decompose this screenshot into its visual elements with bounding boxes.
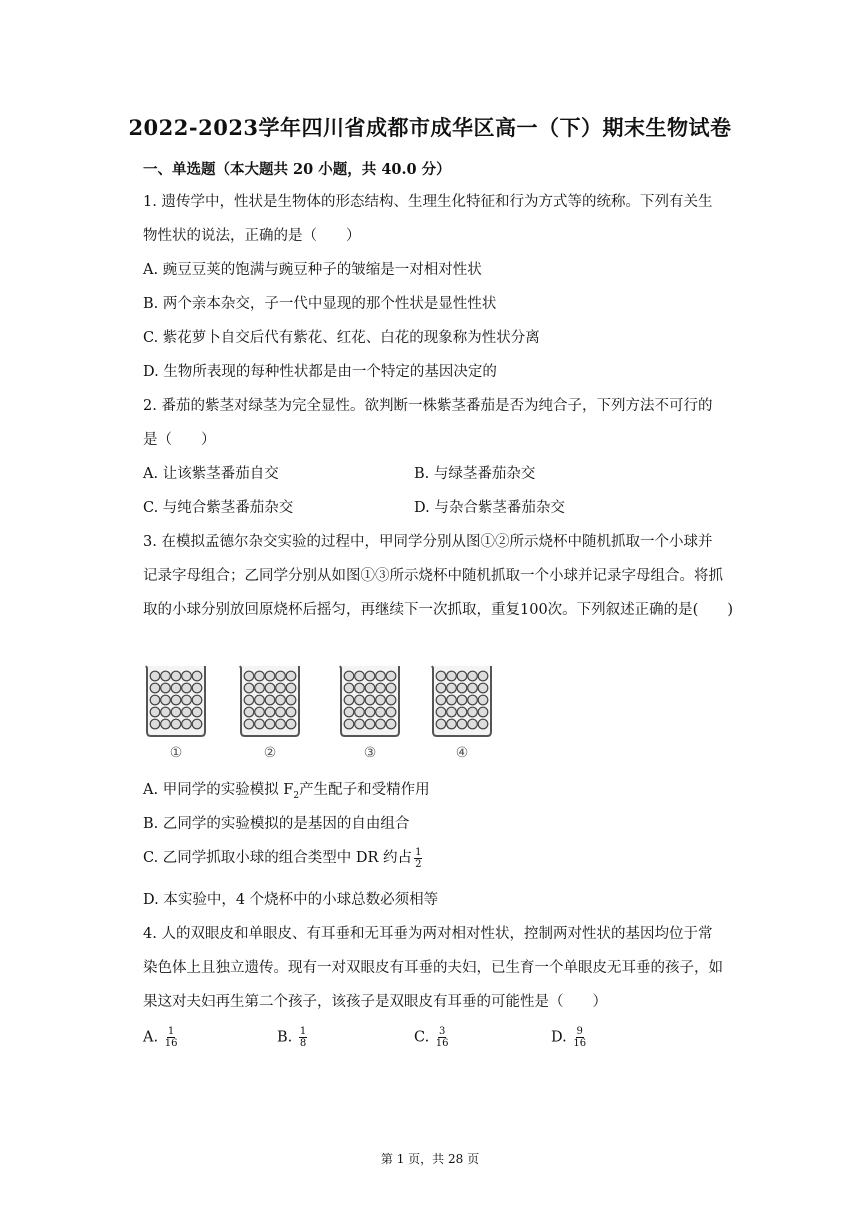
ball	[355, 719, 365, 729]
beakers-figure	[140, 660, 520, 760]
q4-stem-line1: 4. 人的双眼皮和单眼皮、有耳垂和无耳垂为两对相对性状，控制两对性状的基因均位于常	[143, 926, 713, 942]
ball	[244, 719, 254, 729]
ball	[150, 683, 160, 693]
ball	[276, 719, 286, 729]
ball	[150, 671, 160, 681]
section-heading: 一、单选题（本大题共 20 小题，共 40.0 分）	[143, 161, 451, 178]
q3-option-a: A. 甲同学的实验模拟 $F_2$产生配子和受精作用	[143, 782, 430, 801]
ball	[244, 671, 254, 681]
ball	[192, 719, 202, 729]
ball	[286, 707, 296, 717]
ball	[161, 695, 171, 705]
ball	[255, 683, 265, 693]
ball	[244, 683, 254, 693]
ball	[386, 707, 396, 717]
ball	[265, 671, 275, 681]
ball	[344, 683, 354, 693]
ball	[171, 683, 181, 693]
ball	[344, 707, 354, 717]
beaker-1	[146, 666, 205, 760]
ball	[161, 707, 171, 717]
ball	[276, 671, 286, 681]
ball	[436, 671, 446, 681]
ball	[478, 683, 488, 693]
q3-stem-line1: 3. 在模拟孟德尔杂交实验的过程中，甲同学分别从图①②所示烧杯中随机抓取一个小球并	[143, 534, 713, 550]
q2-option-a: A. 让该紫茎番茄自交	[143, 466, 279, 482]
q4-stem-line2: 染色体上且独立遗传。现有一对双眼皮有耳垂的夫妇，已生育一个单眼皮无耳垂的孩子，如	[143, 960, 723, 976]
ball	[386, 719, 396, 729]
ball	[182, 683, 192, 693]
q2-option-d: D. 与杂合紫茎番茄杂交	[414, 500, 565, 516]
q2-stem-line2: 是（ ）	[143, 432, 216, 448]
ball	[447, 707, 457, 717]
beaker-label: ①	[169, 745, 183, 760]
ball	[376, 671, 386, 681]
ball	[355, 695, 365, 705]
beaker-label: ③	[363, 745, 377, 760]
beaker-2	[240, 666, 299, 760]
ball	[478, 719, 488, 729]
ball	[161, 671, 171, 681]
beaker-3	[340, 666, 399, 760]
ball	[447, 683, 457, 693]
ball	[478, 707, 488, 717]
ball	[171, 695, 181, 705]
ball	[286, 683, 296, 693]
q4-stem-line3: 果这对夫妇再生第二个孩子，该孩子是双眼皮有耳垂的可能性是（ ）	[143, 994, 607, 1010]
ball	[244, 707, 254, 717]
ball	[286, 695, 296, 705]
q4-option-a: A. $\frac{1}{16}$	[143, 1026, 178, 1049]
ball	[376, 719, 386, 729]
ball	[171, 707, 181, 717]
ball	[478, 695, 488, 705]
ball	[150, 695, 160, 705]
ball	[447, 671, 457, 681]
q1-option-c: C. 紫花萝卜自交后代有紫花、红花、白花的现象称为性状分离	[143, 330, 540, 346]
ball	[365, 683, 375, 693]
q1-stem-line1: 1. 遗传学中，性状是生物体的形态结构、生理生化特征和行为方式等的统称。下列有关生	[143, 194, 713, 210]
ball	[192, 683, 202, 693]
ball	[286, 671, 296, 681]
ball	[150, 719, 160, 729]
q4-option-d: D. $\frac{9}{16}$	[551, 1026, 587, 1049]
ball	[276, 707, 286, 717]
ball	[276, 683, 286, 693]
ball	[355, 707, 365, 717]
ball	[182, 671, 192, 681]
ball	[276, 695, 286, 705]
beaker-4	[432, 666, 491, 760]
ball	[161, 683, 171, 693]
beaker-label: ④	[455, 745, 469, 760]
ball	[244, 695, 254, 705]
q1-option-d: D. 生物所表现的每种性状都是由一个特定的基因决定的	[143, 364, 497, 380]
ball	[376, 683, 386, 693]
ball	[171, 719, 181, 729]
ball	[182, 695, 192, 705]
ball	[468, 707, 478, 717]
beaker-label: ②	[263, 745, 277, 760]
ball	[376, 695, 386, 705]
q1-option-a: A. 豌豆豆荚的饱满与豌豆种子的皱缩是一对相对性状	[143, 262, 482, 278]
ball	[457, 707, 467, 717]
ball	[150, 707, 160, 717]
ball	[265, 695, 275, 705]
ball	[436, 719, 446, 729]
ball	[255, 707, 265, 717]
ball	[265, 707, 275, 717]
ball	[344, 671, 354, 681]
ball	[478, 671, 488, 681]
ball	[457, 671, 467, 681]
ball	[344, 695, 354, 705]
ball	[386, 671, 396, 681]
q4-option-c: C. $\frac{3}{16}$	[414, 1026, 449, 1049]
ball	[386, 683, 396, 693]
ball	[365, 719, 375, 729]
ball	[468, 695, 478, 705]
q3-option-c: C. 乙同学抓取小球的组合类型中 DR 约占 $\frac{1}{2}$	[143, 846, 422, 870]
ball	[355, 683, 365, 693]
q3-stem-line3: 取的小球分别放回原烧杯后摇匀，再继续下一次抓取，重复100次。下列叙述正确的是( )	[143, 602, 733, 618]
ball	[386, 695, 396, 705]
ball	[161, 719, 171, 729]
ball	[365, 695, 375, 705]
ball	[286, 719, 296, 729]
ball	[171, 671, 181, 681]
ball	[192, 671, 202, 681]
ball	[457, 719, 467, 729]
ball	[457, 683, 467, 693]
ball	[436, 683, 446, 693]
page-title: 2022-2023学年四川省成都市成华区高一（下）期末生物试卷	[128, 115, 732, 140]
fraction: $\frac{1}{2}$	[415, 846, 422, 870]
q3-option-b: B. 乙同学的实验模拟的是基因的自由组合	[143, 816, 410, 832]
q2-stem-line1: 2. 番茄的紫茎对绿茎为完全显性。欲判断一株紫茎番茄是否为纯合子，下列方法不可行的	[143, 398, 713, 414]
ball	[265, 683, 275, 693]
ball	[355, 671, 365, 681]
ball	[255, 719, 265, 729]
ball	[468, 719, 478, 729]
ball	[447, 695, 457, 705]
ball	[436, 707, 446, 717]
q3-stem-line2: 记录字母组合；乙同学分别从如图①③所示烧杯中随机抓取一个小球并记录字母组合。将抓	[143, 568, 723, 584]
ball	[344, 719, 354, 729]
ball	[436, 695, 446, 705]
ball	[192, 707, 202, 717]
q1-stem-line2: 物性状的说法，正确的是（ ）	[143, 228, 361, 244]
ball	[182, 719, 192, 729]
ball	[468, 683, 478, 693]
ball	[182, 707, 192, 717]
q4-option-b: B. $\frac{1}{8}$	[277, 1026, 307, 1049]
ball	[265, 719, 275, 729]
q2-option-c: C. 与纯合紫茎番茄杂交	[143, 500, 294, 516]
ball	[447, 719, 457, 729]
q1-option-b: B. 两个亲本杂交，子一代中显现的那个性状是显性性状	[143, 296, 497, 312]
page-footer: 第 1 页，共 28 页	[380, 1152, 480, 1166]
ball	[365, 671, 375, 681]
ball	[192, 695, 202, 705]
ball	[376, 707, 386, 717]
q2-option-b: B. 与绿茎番茄杂交	[414, 466, 536, 482]
q3-option-d: D. 本实验中，4 个烧杯中的小球总数必须相等	[143, 892, 439, 908]
ball	[255, 695, 265, 705]
ball	[255, 671, 265, 681]
ball	[365, 707, 375, 717]
ball	[457, 695, 467, 705]
ball	[468, 671, 478, 681]
